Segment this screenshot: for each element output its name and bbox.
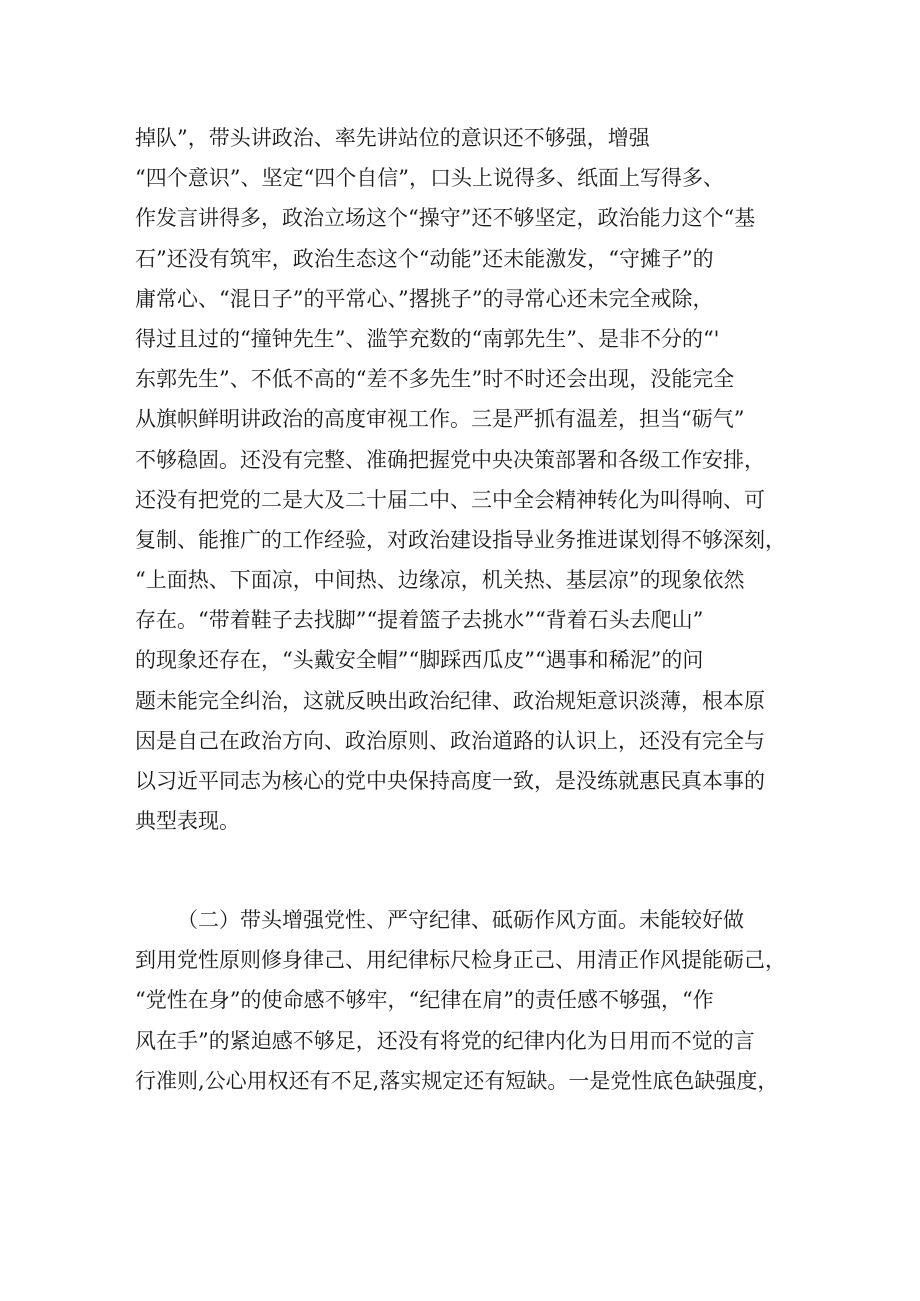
paragraph-section-two (135, 900, 795, 1101)
text-line: 庸常心、“混日子”的平常心、”撂挑子”的寻常心还未完全戒除， (135, 286, 714, 311)
text-line: 以习近平同志为核心的党中央保持高度一致，是没练就惠民真本事的 (135, 769, 765, 793)
text-line: 典型表现。 (135, 809, 240, 834)
text-line: 到用党性原则修身律己、用纪律标尺检身正己、用清正作风提能砺己， (135, 948, 786, 973)
text-line: 行准则,公心用权还有不足,落实规定还有短缺。一是党性底色缺强度， (135, 1068, 779, 1093)
text-line: 复制、能推广的工作经验，对政治建设指导业务推进谋划得不够深刻， (135, 527, 786, 552)
text-line: 石”还没有筑牢，政治生态这个“动能”还未能激发，“守摊子”的 (135, 246, 714, 271)
text-line: 因是自己在政治方向、政治原则、政治道路的认识上，还没有完全与 (135, 728, 765, 753)
text-line: 存在。“带着鞋子去找脚”“提着篮子去挑水”“背着石头去爬山” (135, 608, 704, 633)
text-line: 还没有把党的二是大及二十届二中、三中全会精神转化为叫得响、可 (135, 487, 765, 512)
text-line: 题未能完全纠治，这就反映出政治纪律、政治规矩意识淡薄，根本原 (135, 688, 765, 713)
paragraph-continued (135, 118, 795, 841)
text-line: （二）带头增强党性、严守纪律、砥砺作风方面。未能较好做 (177, 908, 744, 932)
text-line: 不够稳固。还没有完整、准确把握党中央决策部署和各级工作安排， (135, 447, 765, 472)
text-line: “四个意识”、坚定“四个自信”，口头上说得多、纸面上写得多、 (135, 166, 724, 191)
text-line: 得过且过的“撞钟先生”、滥竽充数的“南郭先生”、是非不分的“' (135, 326, 720, 351)
text-line: 掉队”，带头讲政治、率先讲站位的意识还不够强，增强 (135, 126, 650, 150)
text-line: 东郭先生”、不低不高的“差不多先生”时不时还会出现，没能完全 (135, 367, 735, 392)
text-line: 的现象还存在，“头戴安全帽”“脚踩西瓜皮”“遇事和稀泥”的问 (135, 648, 704, 673)
text-line: “党性在身”的使命感不够牢，“纪律在肩”的责任感不够强，“作 (135, 988, 714, 1013)
text-line: “上面热、下面凉，中间热、边缘凉，机关热、基层凉”的现象依然 (135, 568, 745, 593)
text-line: 从旗帜鲜明讲政治的高度审视工作。三是严抓有温差，担当“砺气” (135, 407, 745, 432)
text-line: 风在手”的紧迫感不够足，还没有将党的纪律内化为日用而不觉的言 (135, 1028, 755, 1053)
text-line: 作发言讲得多，政治立场这个“操守”还不够坚定，政治能力这个“基 (135, 206, 756, 231)
